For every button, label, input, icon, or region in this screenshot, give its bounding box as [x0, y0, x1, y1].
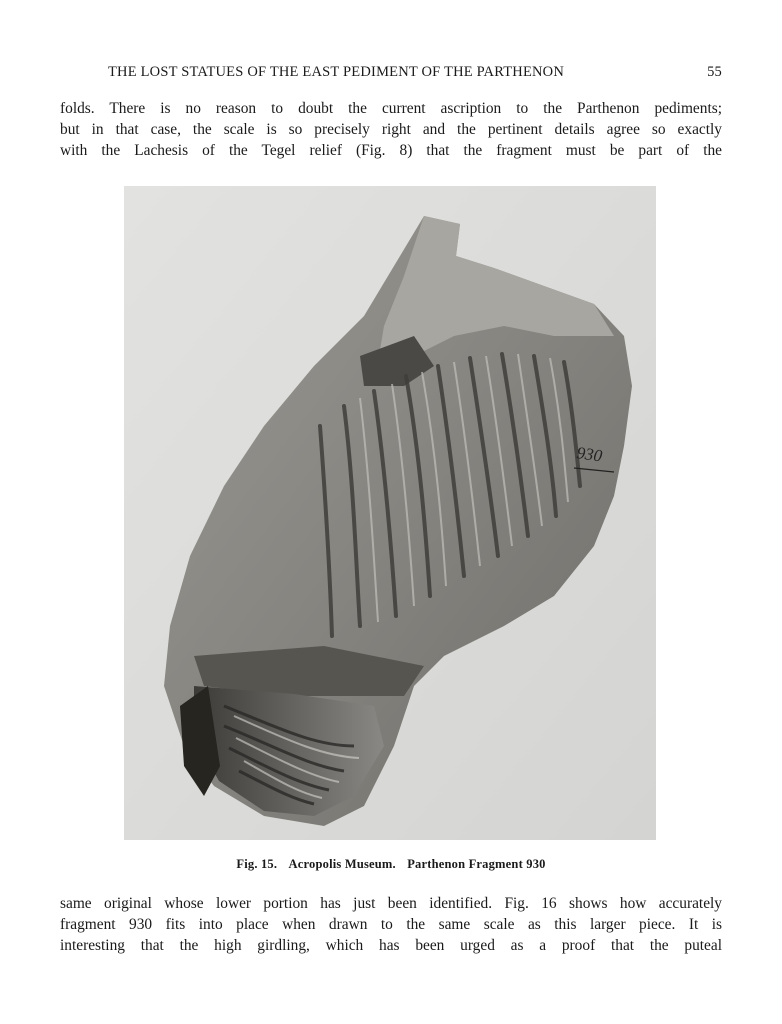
paragraph-bottom: [60, 893, 722, 956]
text-line: interesting that the high girdling, which has been urged as a proof that the puteal: [60, 937, 722, 954]
figure-photograph: [124, 186, 656, 840]
marble-fragment-image: [124, 186, 656, 840]
caption-label: Fig. 15.: [236, 857, 278, 871]
text-line: with the Lachesis of the Tegel relief (Fig. 8) that the fragment must be part of the: [60, 142, 722, 159]
text-line: folds. There is no reason to doubt the current ascription to the Parthenon pediments;: [60, 100, 722, 117]
running-title: THE LOST STATUES OF THE EAST PEDIMENT OF THE PARTHENON: [108, 64, 565, 80]
text-line: fragment 930 fits into place when drawn to the same scale as this larger piece. It is: [60, 916, 722, 933]
paragraph-top: [60, 98, 722, 161]
text-line: same original whose lower portion has just been identified. Fig. 16 shows how accurately: [60, 895, 722, 912]
text-line: but in that case, the scale is so precisely right and the pertinent details agree so exactly: [60, 121, 722, 138]
figure-caption: [0, 857, 782, 872]
caption-place: Acropolis Museum.: [288, 857, 396, 871]
caption-text: Parthenon Fragment 930: [407, 857, 546, 871]
page-number: 55: [707, 64, 722, 80]
inscribed-number: 930: [575, 443, 604, 466]
